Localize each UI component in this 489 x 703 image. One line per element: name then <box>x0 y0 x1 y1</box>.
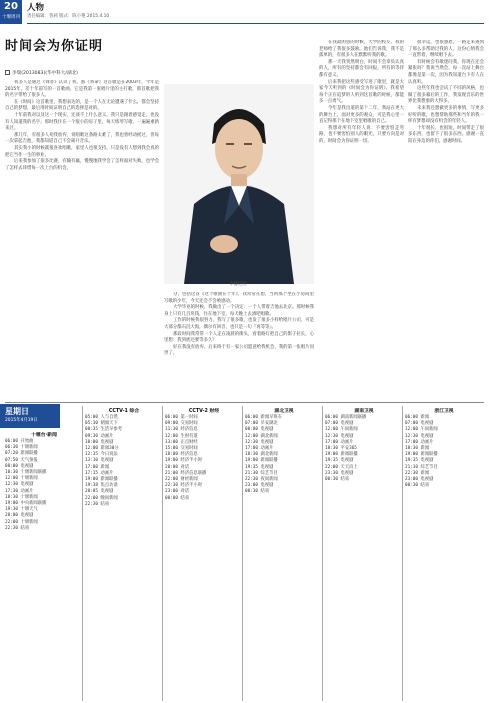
article-column-2 <box>164 292 314 400</box>
tv-channel-column <box>405 408 483 489</box>
tv-program-line: 07:00 早安湖北 <box>245 421 278 427</box>
article-paragraph: 我多人是通过《锋者》认识了我，那《将命》这首歌是在2003年，今年是2015年，差十年前写的一首歌曲，它是我第一张唱片里的主打歌，那首歌把我的名字带给了很多人。 <box>5 80 159 99</box>
article-paragraph: 在我最困惑的时候，大学的校友、我的老师给了我很多鼓励。他们告诉我，我不是孤单的，有很多人在默默听我的歌。 <box>319 40 404 59</box>
article-paragraph: 大学毕业的时候，我做出了一个决定：一个人带着吉他去北京。那时候我身上只有几百块钱，住在地下室，每天晚上去酒吧唱歌。 <box>164 305 314 317</box>
tv-program-line: 21:30 综艺节目 <box>245 470 278 476</box>
tv-program-line: 23:30 电视剧 <box>325 470 354 476</box>
tv-channel-column <box>245 408 323 496</box>
tv-program-line: 05:30 朝闻天下 <box>85 421 118 427</box>
tv-program-line: 13:10 电视剧 <box>85 458 114 464</box>
paper-name: 十堰周刊 <box>2 15 20 20</box>
tv-program-line: 18:30 平安365 <box>325 446 357 452</box>
article-paragraph: 后来我参加了很多比赛，有输有赢，慢慢地我学会了怎样面对失败，也学会了怎样去珍惜每一次上台的机会。 <box>5 159 159 171</box>
article-paragraph: 未来我还想做更多的事情，写更多好听的歌，也想帮助那些和当年的我一样有梦想却没有机会的年轻人。 <box>408 105 484 125</box>
tv-channel-name: 湖北卫视 <box>274 409 294 414</box>
tv-channel-name: 十堰台·新闻 <box>31 433 57 438</box>
tv-program-line: 06:00 湖南新闻联播 <box>325 415 367 420</box>
tv-program-line: 22:30 经济半小时 <box>165 483 203 489</box>
tv-program-line: 17:15 动画片 <box>85 470 114 476</box>
tv-program-line: 19:38 焦点访谈 <box>85 483 118 489</box>
tv-program-line: 17:30 动画片 <box>5 488 34 494</box>
tv-column-separator <box>402 406 403 701</box>
tv-program-line: 23:00 电视剧 <box>245 483 274 489</box>
tv-program-line: 09:30 动画片 <box>85 433 114 439</box>
article-column-3 <box>319 40 404 400</box>
tv-program-line: 00:30 结束 <box>325 477 350 483</box>
tv-program-line: 22:30 新闻 <box>405 470 430 476</box>
article-paragraph: 十年很长，也很短。时间带走了很多东西，也留下了很多东西。感谢一直陪在身边的你们，感谢时间。 <box>408 125 484 144</box>
tv-program-line: 22:30 结束 <box>85 501 110 507</box>
man-portrait-icon <box>164 84 314 284</box>
byline-box-icon <box>5 70 10 75</box>
tv-program-line: 19:35 电视剧 <box>325 458 354 464</box>
tv-program-line: 12:35 今日说法 <box>85 452 118 458</box>
tv-program-line: 12:00 十堰新闻 <box>5 476 38 482</box>
tv-channel-column <box>85 408 163 508</box>
section-title: 人物 <box>27 3 45 13</box>
page-header <box>0 0 489 24</box>
tv-program-line: 23:00 电视剧 <box>405 477 434 483</box>
tv-program-line: 07:00 电视剧 <box>405 421 434 427</box>
tv-program-line: 12:30 电视剧 <box>405 433 434 439</box>
tv-program-line: 11:30 经济信息 <box>165 427 198 433</box>
section-divider <box>5 402 484 403</box>
article-paragraph: 这些年我也尝试了不同的风格，也做了很多幕后的工作，我发现音乐的世界比我想象的大得多。 <box>408 86 484 105</box>
tv-program-line: 22:00 晚间新闻 <box>85 495 118 501</box>
tv-program-line: 19:00 新闻联播 <box>85 477 118 483</box>
tv-column-separator <box>82 406 83 701</box>
tv-channel-name: 湖南卫视 <box>354 409 374 414</box>
tv-program-line: 19:00 新闻联播 <box>405 452 438 458</box>
article-paragraph: 今年是我出道的第十二年，我站在更大的舞台上，面对更多的观众，可是我心里一直记得那个在地下室里唱歌的自己。 <box>319 105 404 125</box>
byline <box>5 70 78 78</box>
tv-program-line: 08:35 生活早参考 <box>85 427 123 433</box>
tv-program-line: 00:00 结束 <box>165 495 190 501</box>
tv-program-line: 12:00 湖北新闻 <box>245 433 278 439</box>
tv-program-line: 19:00 中央新闻联播 <box>5 501 47 507</box>
page-number: 20 <box>4 1 18 12</box>
tv-program-line: 19:00 经济半小时 <box>165 458 203 464</box>
article-paragraph: 工作的时候我很努力，我写了很多歌，也发了很多小样给唱片公司，可是大部分都石沉大海，偶尔有回音，也只是一句『再等等』。 <box>164 318 314 330</box>
article-paragraph: 其实我小的时候就很喜欢唱歌，家里人也很支持，只是没有人想到我会真的把它当作一生的事业。 <box>5 145 159 158</box>
article-paragraph: 好在我没有放弃。后来终于有一家公司愿意给我机会，我的第一张唱片问世了。 <box>164 344 314 357</box>
tv-channel-column <box>5 432 83 532</box>
portrait-photo <box>164 84 314 284</box>
tv-program-line: 20:00 对话 <box>165 464 190 470</box>
article-title: 时间会为你证明 <box>5 39 104 54</box>
tv-program-line: 21:00 经济信息联播 <box>165 470 207 476</box>
tv-program-line: 15:00 交易时间 <box>165 446 198 452</box>
article-paragraph: 分，包括这首《这个歌曲在十年》，我常常在想，当初那个坐在小房间里写歌的少年，今天还会不会被感动。 <box>164 292 314 304</box>
tv-channel-name: 浙江卫视 <box>434 409 454 414</box>
tv-date: 2015年4月19日 <box>5 418 38 423</box>
tv-program-line: 19:00 新闻联播 <box>245 458 278 464</box>
tv-program-line: 17:00 新闻 <box>85 464 110 470</box>
tv-program-line: 18:00 经济信息 <box>165 452 198 458</box>
tv-program-line: 21:10 综艺节目 <box>405 464 438 470</box>
tv-program-line: 09:00 交易时间 <box>165 421 198 427</box>
article-column-4 <box>408 40 484 400</box>
article-column-1 <box>5 80 159 400</box>
tv-program-line: 13:00 正点财经 <box>165 439 198 445</box>
tv-program-line: 08:00 电视剧 <box>5 463 34 469</box>
tv-program-line: 22:00 财经新闻 <box>165 477 198 483</box>
tv-program-line: 12:00 新闻30分 <box>85 446 119 452</box>
tv-program-line: 10:00 电视剧 <box>85 439 114 445</box>
tv-program-line: 12:30 电视剧 <box>5 482 34 488</box>
tv-program-line: 12:30 电视剧 <box>245 439 274 445</box>
article-paragraph: 很幸运，也很感恩，一路走来遇到了那么多帮助过我的人，这份心情我会一直带着，继续唱下去。 <box>408 40 484 59</box>
tv-program-line: 17:00 动画片 <box>245 446 274 452</box>
article-paragraph: 后来我把这些感受写进了歌里，就是大家今天听到的《时间会为你证明》。我希望每个正在追梦的人听到这首歌的时候，都能多一点勇气。 <box>319 79 404 105</box>
tv-program-line: 18:30 湖北新闻 <box>245 452 278 458</box>
article-paragraph: 有时候会有歌迷问我，你现在还会紧张吗？我说当然会，每一次站上舞台都像是第一次，因为我知道台下有人在认真听。 <box>408 59 484 85</box>
tv-program-line: 07:20 新闻联播 <box>5 451 38 457</box>
tv-program-line: 00:30 结束 <box>405 483 430 489</box>
tv-program-line: 17:00 动画片 <box>325 439 354 445</box>
tv-program-line: 06:00 开始曲 <box>5 439 34 444</box>
tv-program-line: 19:00 新闻联播 <box>325 452 358 458</box>
tv-program-line: 00:30 结束 <box>245 489 270 495</box>
tv-program-line: 22:30 结束 <box>5 525 30 531</box>
tv-program-line: 07:50 天气预报 <box>5 457 38 463</box>
tv-program-line: 22:30 夜间新闻 <box>245 477 278 483</box>
tv-program-line: 06:00 新闻 <box>405 415 430 420</box>
tv-program-line: 12:00 午间新闻 <box>325 427 358 433</box>
tv-channel-column <box>325 408 403 483</box>
tv-program-line: 17:00 动画片 <box>405 439 434 445</box>
tv-program-line: 19:35 电视剧 <box>405 458 434 464</box>
page-badge <box>0 0 22 24</box>
tv-program-line: 20:00 电视剧 <box>5 513 34 519</box>
tv-program-line: 10:30 十堰新闻联播 <box>5 470 47 476</box>
article-paragraph: 十年前我对以及这一个现实，还谈不上什么意义，我只是跟着感觉走，也没有人知道我的名字。那时我住在一个很小的房子里，每天练琴写歌，一遍遍重新来过。 <box>5 112 159 132</box>
editor-meta: 责任编辑：曾莉 版式：陈小艳 2015.4.10 <box>27 14 110 19</box>
tv-program-line: 23:00 对话 <box>165 489 190 495</box>
tv-program-line: 05:00 人与自然 <box>85 415 118 420</box>
photo-caption: 李健近照 <box>229 282 247 287</box>
tv-program-line: 08:00 电视剧 <box>245 427 274 433</box>
tv-channel-column <box>165 408 243 502</box>
article-paragraph: 那几年，有很多人劝我放弃，说唱歌这条路太难了，我也曾经动摇过，但每一次拿起吉他，我都知道自己不会离开音乐。 <box>5 132 159 145</box>
article-paragraph: 我想对所有年轻人说：不要害怕走弯路，也不要害怕别人的眼光，只要方向是对的，时间会为你证明一切。 <box>319 125 404 144</box>
tv-program-line: 07:00 电视剧 <box>325 421 354 427</box>
tv-program-line: 06:00 第一时间 <box>165 415 198 420</box>
tv-program-line: 06:00 新闻早班车 <box>245 415 283 420</box>
tv-column-separator <box>242 406 243 701</box>
tv-program-line: 19:35 电视剧 <box>245 464 274 470</box>
tv-weekday: 星期日 <box>5 407 29 416</box>
tv-program-line: 22:00 十堰新闻 <box>5 519 38 525</box>
tv-column-separator <box>162 406 163 701</box>
tv-schedule-header <box>0 404 60 428</box>
tv-schedule <box>0 404 489 703</box>
article-paragraph: 在《时间》这首歌里，我想表达的，是一个人在无论遭遇了什么，都会坚持自己的梦想，最后用时间证明自己的选择是对的。 <box>5 99 159 112</box>
tv-program-line: 12:30 电视剧 <box>325 433 354 439</box>
tv-channel-name: CCTV-2 财经 <box>188 409 220 414</box>
article-paragraph: 那段时间我常常一个人走在凌晨的街头，看着路灯把自己的影子拉长，心里想：我到底还要等多久？ <box>164 331 314 344</box>
tv-program-line: 18:30 十堰新闻 <box>5 494 38 500</box>
tv-program-line: 18:30 新闻 <box>405 446 430 452</box>
header-rule <box>27 23 484 24</box>
article-paragraph: 那一天我突然明白，时间不会辜负认真的人，所有的坚持都会有回报，所有的等待都有意义。 <box>319 59 404 78</box>
byline-text: 李瑞(2013083)(华中科大/湖北) <box>12 71 78 76</box>
tv-program-line: 22:00 天天向上 <box>325 464 358 470</box>
tv-channel-name: CCTV-1 综合 <box>108 409 140 414</box>
tv-column-separator <box>322 406 323 701</box>
tv-program-line: 20:05 电视剧 <box>85 489 114 495</box>
tv-program-line: 06:30 十堰新闻 <box>5 445 38 451</box>
tv-program-line: 12:00 生财有道 <box>165 433 198 439</box>
tv-program-line: 19:30 十堰天气 <box>5 507 38 513</box>
tv-program-line: 12:00 午间新闻 <box>405 427 438 433</box>
